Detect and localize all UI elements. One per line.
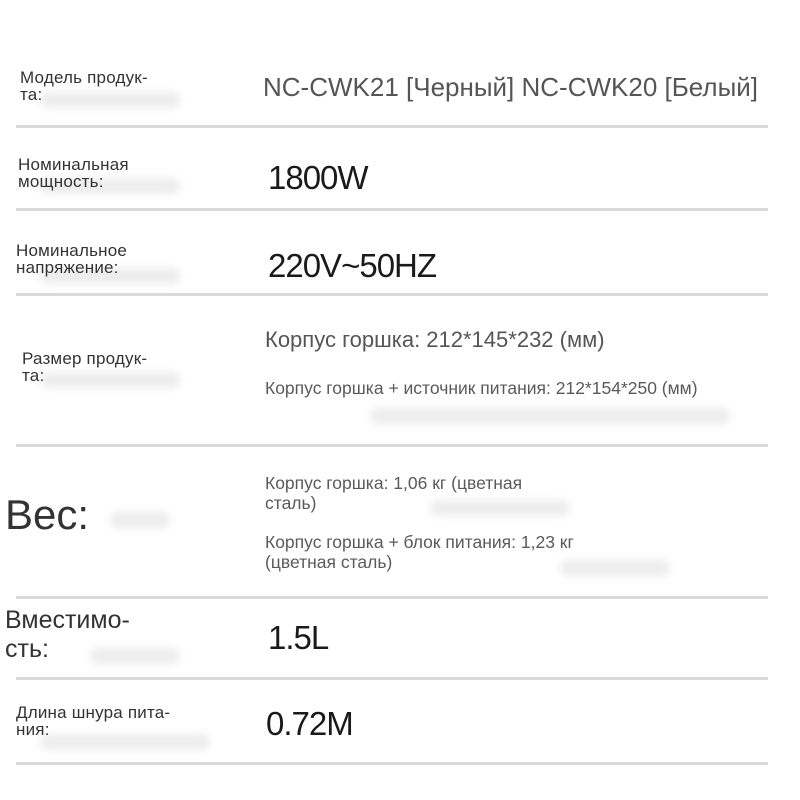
row-divider <box>16 762 768 765</box>
weight-pot-value: Корпус горшка: 1,06 кг (цветная сталь) <box>265 473 523 513</box>
model-value: NC-CWK21 [Черный] NC-CWK20 [Белый] <box>263 72 759 102</box>
power-label: Номинальная мощность: <box>18 155 129 191</box>
row-divider <box>16 208 768 211</box>
row-divider <box>16 293 768 296</box>
weight-pot-with-base-value: Корпус горшка + блок питания: 1,23 кг (цветная сталь) <box>265 532 574 572</box>
size-label: Размер продук- та: <box>22 349 148 385</box>
cord-value: 0.72M <box>266 705 353 742</box>
row-divider <box>16 677 768 680</box>
model-label: Модель продук- та: <box>20 68 148 104</box>
capacity-value: 1.5L <box>268 619 329 656</box>
size-pot-with-base-value: Корпус горшка + источник питания: 212*154*250 (мм) <box>265 378 698 398</box>
ghost-text <box>370 408 730 424</box>
capacity-label: Вместимо- сть: <box>5 606 130 663</box>
voltage-label: Номинальное напряжение: <box>16 241 128 277</box>
size-pot-value: Корпус горшка: 212*145*232 (мм) <box>265 327 605 352</box>
voltage-value: 220V~50HZ <box>268 247 437 284</box>
row-divider <box>16 596 768 599</box>
row-divider <box>16 444 768 447</box>
weight-label: Вес: <box>5 491 90 538</box>
row-divider <box>16 125 768 128</box>
power-value: 1800W <box>268 159 368 196</box>
cord-label: Длина шнура пита- ния: <box>16 703 171 739</box>
